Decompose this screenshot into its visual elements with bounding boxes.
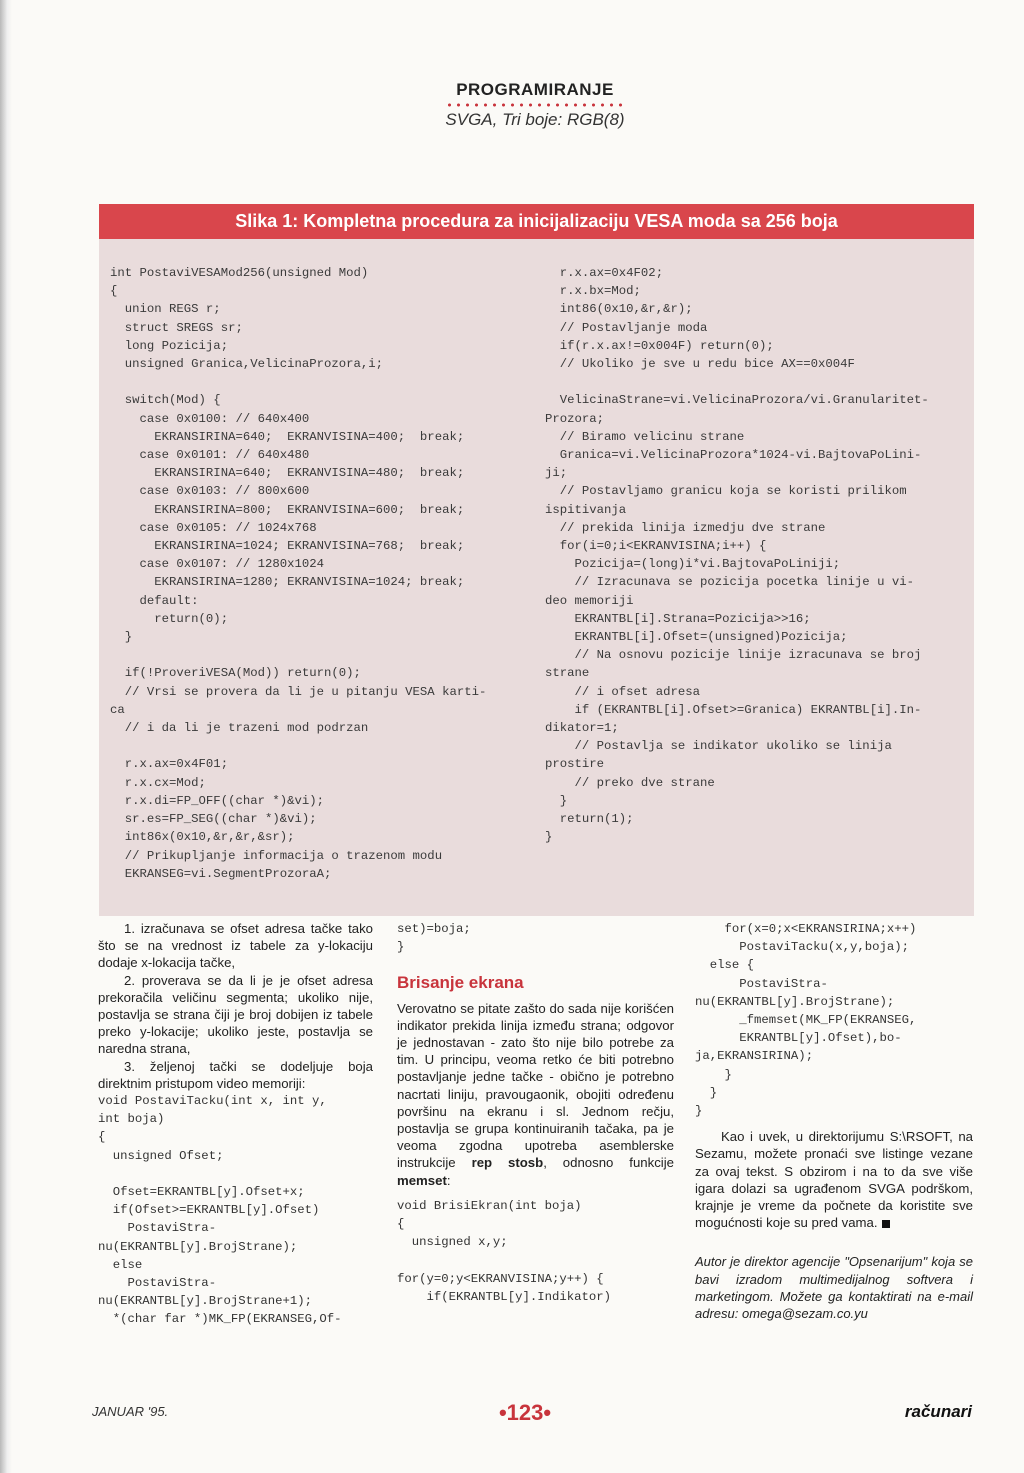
author-note: Autor je direktor agencije "Opsenarijum" koja se bavi izradom multimedijalnog softvera i marketingom. Možete ga kontaktirati na e-mail adresu: omega@sezam.co.yu xyxy=(695,1254,973,1322)
figure-title: Slika 1: Kompletna procedura za inicijalizaciju VESA moda sa 256 boja xyxy=(99,204,974,239)
code-figure xyxy=(99,204,974,916)
text-column-1 xyxy=(98,920,373,1329)
paragraph xyxy=(695,1128,973,1231)
paragraph-text: Kao i uvek, u direktorijumu S:\RSOFT, na Sezamu, možete pronaći sve listinge vezane za ovaj tekst. S obzirom i na to da sve više igara dolazi sa ugrađenom SVGA podrškom, krajnje je vreme da počnete da koristite sve mogućnosti koje su pred vama. xyxy=(695,1129,973,1231)
page-number: •123• xyxy=(498,1400,552,1425)
paragraph: 1. izračunava se ofset adresa tačke tako što se na vrednost iz tabele za y-lokaciju dodaje x-lokacija tačke, xyxy=(98,921,373,971)
end-of-article-icon xyxy=(882,1220,890,1228)
subheading: Brisanje ekrana xyxy=(397,973,524,993)
paragraph-text: Verovatno se pitate zašto do sada nije korišćen indikator prekida linija između strana; odgovor je jednostavan - zato što nije bilo potrebe za tim. U principu, veoma retko će biti potrebno postavljanje jedne tačke - obično je potrebno nacrtati liniju, pravougaonik, obojiti određenu površinu na ekranu i sl. Jednom rečju, postavlja se grupa kontinuiranih tačaka, pa je veoma zgodna upotreba asemblerske instrukcije xyxy=(397,1000,674,1171)
bold-term: memset xyxy=(397,1172,447,1188)
code-listing-right: r.x.ax=0x4F02; r.x.bx=Mod; int86(0x10,&r,&r); // Postavljanje moda if(r.x.ax!=0x004F) return(0); // Ukoliko je sve u redu bice AX==0x004F VelicinaStrane=vi.VelicinaProzora/vi.Granularitet- Prozora; // Biramo velicinu strane Granica=vi.VelicinaProzora*1024-vi.BajtovaPoLini- ji; // Postavljamo granicu koja se koristi prilikom ispitivanja // prekida linija izmedju dve strane for(i=0;i<EKRANVISINA;i++) { Pozicija=(long)i*vi.BajtovaPoLiniji; // Izracunava se pozicija pocetka linije u vi- deo memoriji EKRANTBL[i].Strana=Pozicija>>16; EKRANTBL[i].Ofset=(unsigned)Pozicija; // Na osnovu pozicije linije izracunava se broj strane // i ofset adresa if (EKRANTBL[i].Ofset>=Granica) EKRANTBL[i].In- dikator=1; // Postavlja se indikator ukoliko se linija prostire // preko dve strane } return(1); } xyxy=(545,266,929,845)
paragraph: 3. željenoj tački se dodeljuje boja direktnim pristupom video memoriji: xyxy=(98,1058,373,1091)
paragraph: 2. proverava se da li je je ofset adresa prekoračila veličinu segmenta; ukoliko nije, postavlja se strana čiji je broj dobijen iz tabele preko y-lokacije; ukoliko jeste, postavlja se naredna strana, xyxy=(98,972,373,1057)
bold-term: rep stosb xyxy=(471,1155,544,1171)
code-snippet: void BrisiEkran(int boja) { unsigned x,y; for(y=0;y<EKRANVISINA;y++) { if(EKRANTBL[y].Indikator) xyxy=(397,1198,612,1304)
text-column-2 xyxy=(397,920,674,1306)
article-subtitle: SVGA, Tri boje: RGB(8) xyxy=(445,110,625,129)
page-header xyxy=(330,80,740,130)
footer-date: JANUAR '95. xyxy=(92,1404,169,1419)
paragraph-text: : xyxy=(446,1172,451,1188)
paragraph xyxy=(397,1000,674,1189)
code-listing-left: int PostaviVESAMod256(unsigned Mod) { union REGS r; struct SREGS sr; long Pozicija; unsigned Granica,VelicinaProzora,i; switch(Mod) { case 0x0100: // 640x400 EKRANSIRINA=640; EKRANVISINA=400; break; case 0x0101: // 640x480 EKRANSIRINA=640; EKRANVISINA=480; break; case 0x0103: // 800x600 EKRANSIRINA=800; EKRANVISINA=600; break; case 0x0105: // 1024x768 EKRANSIRINA=1024; EKRANVISINA=768; break; case 0x0107: // 1280x1024 EKRANSIRINA=1280; EKRANVISINA=1024; break; default: return(0); } if(!ProveriVESA(Mod)) return(0); // Vrsi se provera da li je u pitanju VESA karti- ca // i da li je trazeni mod podrzan r.x.ax=0x4F01; r.x.cx=Mod; r.x.di=FP_OFF((char *)&vi); sr.es=FP_SEG((char *)&vi); int86x(0x10,&r,&r,&sr); // Prikupljanje informacija o trazenom modu EKRANSEG=vi.SegmentProzoraA; xyxy=(110,266,487,881)
dotted-rule xyxy=(445,102,625,108)
magazine-logo: računari xyxy=(904,1402,972,1421)
code-snippet: set)=boja; } xyxy=(397,922,471,955)
section-title: PROGRAMIRANJE xyxy=(456,80,614,99)
code-snippet: for(x=0;x<EKRANSIRINA;x++) PostaviTacku(x,y,boja); else { PostaviStra- nu(EKRANTBL[y].BrojStrane); _fmemset(MK_FP(EKRANSEG, EKRANTBL[y].Ofset),bo- ja,EKRANSIRINA); } } } xyxy=(695,922,917,1119)
code-snippet: void PostaviTacku(int x, int y, int boja) { unsigned Ofset; Ofset=EKRANTBL[y].Ofset+x; if(Ofset>=EKRANTBL[y].Ofset) PostaviStra- nu(EKRANTBL[y].BrojStrane); else PostaviStra- nu(EKRANTBL[y].BrojStrane+1); *(char far *)MK_FP(EKRANSEG,Of- xyxy=(98,1094,342,1327)
page-binding-edge xyxy=(0,0,12,1473)
paragraph-text: , odnosno funkcije xyxy=(543,1155,675,1171)
text-column-3 xyxy=(695,920,973,1335)
